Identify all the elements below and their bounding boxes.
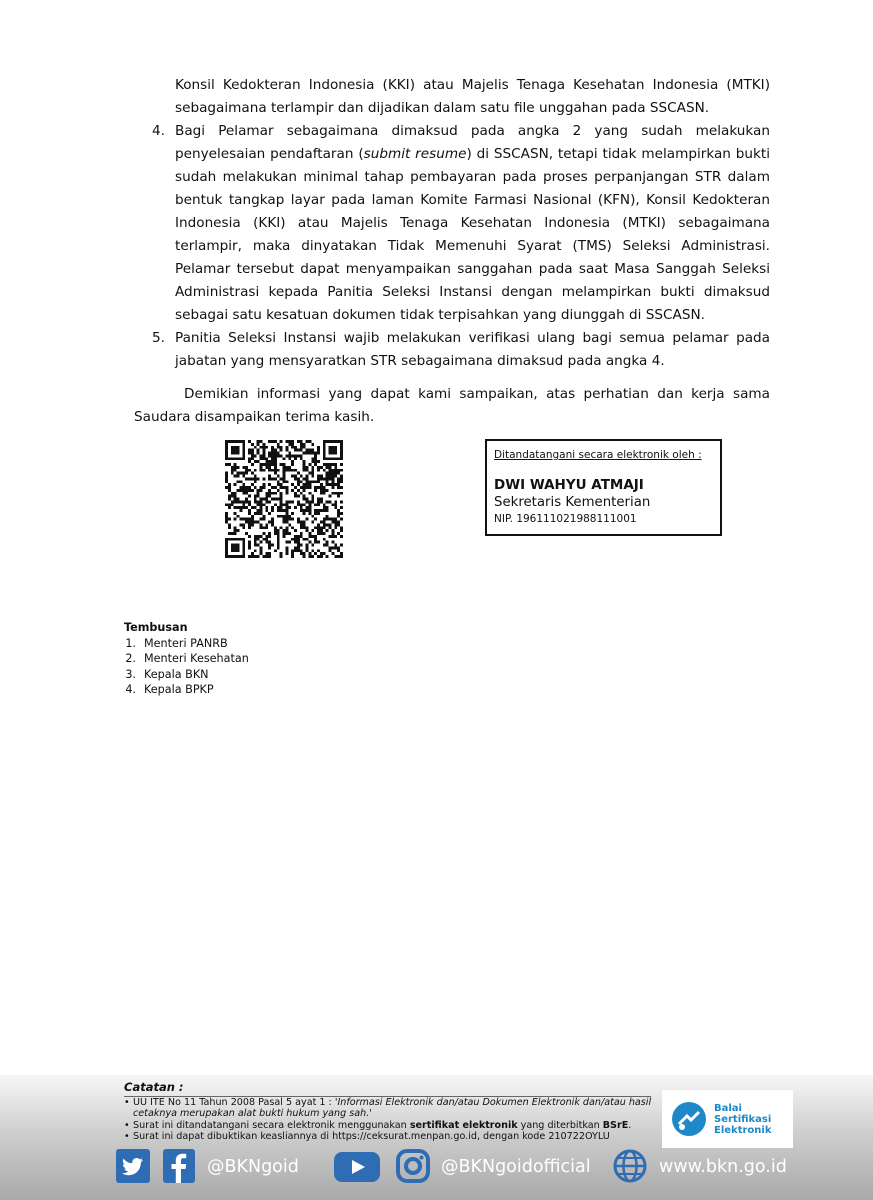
continued-paragraph: Konsil Kedokteran Indonesia (KKI) atau Majelis Tenaga Kesehatan Indonesia (MTKI) sebagaimana terlampir dan dijadikan dalam satu file unggahan pada SSCASN. xyxy=(175,77,770,116)
list-text: Bagi Pelamar sebagaimana dimaksud pada angka 2 yang sudah melakukan penyelesaian pendaftaran (submit resume) di SSCASN, tetapi tidak melampirkan bukti sudah melakukan minimal tahap pembayaran pada proses perpanjangan STR dalam bentuk tangkap layar pada laman Komite Farmasi Nasional (KFN), Konsil Kedokteran Indonesia (KKI) atau Majelis Tenaga Kesehatan Indonesia (MTKI) sebagaimana terlampir, maka dinyatakan Tidak Memenuhi Syarat (TMS) Seleksi Administrasi. Pelamar tersebut dapat menyampaikan sanggahan pada saat Masa Sanggah Seleksi Administrasi kepada Panitia Seleksi Instansi dengan melampirkan bukti dimaksud sebagai satu kesatuan dokumen tidak terpisahkan yang diunggah di SSCASN. xyxy=(175,123,770,323)
twitter-icon[interactable] xyxy=(116,1149,150,1183)
letter-body xyxy=(134,74,770,429)
social-bar xyxy=(0,1145,873,1195)
signer-position: Sekretaris Kementerian xyxy=(494,495,651,510)
bsre-logo-icon xyxy=(670,1100,708,1138)
signer-nip: NIP. 196111021988111001 xyxy=(494,513,637,525)
list-text: Panitia Seleksi Instansi wajib melakukan verifikasi ulang bagi semua pelamar pada jabatan yang mensyaratkan STR sebagaimana dimaksud pada angka 4. xyxy=(175,330,770,369)
youtube-icon[interactable] xyxy=(334,1152,380,1182)
closing-paragraph: Demikian informasi yang dapat kami sampaikan, atas perhatian dan kerja sama Saudara disampaikan terima kasih. xyxy=(134,386,770,425)
instagram-handle[interactable]: @BKNgoidofficial xyxy=(441,1157,591,1177)
qr-code-icon xyxy=(225,440,343,558)
twitter-handle[interactable]: @BKNgoid xyxy=(207,1157,299,1177)
list-item: 3. Kepala BKN xyxy=(125,667,209,681)
signature-box xyxy=(485,439,722,536)
facebook-icon[interactable] xyxy=(163,1149,195,1183)
note-1: • UU ITE No 11 Tahun 2008 Pasal 5 ayat 1 : 'Informasi Elektronik dan/atau Dokumen Elektronik dan/atau hasil cetaknya merupakan alat bukti hukum yang sah.' xyxy=(124,1097,652,1120)
tembusan-title: Tembusan xyxy=(124,621,188,634)
bsre-logo xyxy=(662,1090,793,1148)
list-item: 2. Menteri Kesehatan xyxy=(125,652,249,665)
catatan-notes xyxy=(124,1097,664,1142)
tembusan-list xyxy=(124,636,249,698)
list-item-5 xyxy=(134,327,770,373)
signer-name: DWI WAHYU ATMAJI xyxy=(494,477,644,493)
instagram-icon[interactable] xyxy=(396,1149,430,1183)
list-item-4 xyxy=(134,120,770,327)
note-2: • Surat ini ditandatangani secara elektronik menggunakan sertifikat elektronik yang diterbitkan BSrE. xyxy=(124,1119,632,1131)
list-number: 4. xyxy=(152,123,165,139)
catatan-title: Catatan : xyxy=(124,1080,184,1094)
list-item: 4. Kepala BPKP xyxy=(125,683,214,696)
tembusan-section xyxy=(124,620,249,698)
signature-label: Ditandatangani secara elektronik oleh : xyxy=(494,449,702,461)
note-3: • Surat ini dapat dibuktikan keasliannya di https://ceksurat.menpan.go.id, dengan kode 210722OYLU xyxy=(124,1130,610,1142)
footer xyxy=(0,1075,873,1200)
globe-icon xyxy=(613,1149,647,1183)
bsre-text: Balai Sertifikasi Elektronik xyxy=(714,1102,772,1136)
list-number: 5. xyxy=(152,330,165,346)
list-item: 1. Menteri PANRB xyxy=(125,636,228,650)
website-link[interactable]: www.bkn.go.id xyxy=(659,1157,787,1177)
